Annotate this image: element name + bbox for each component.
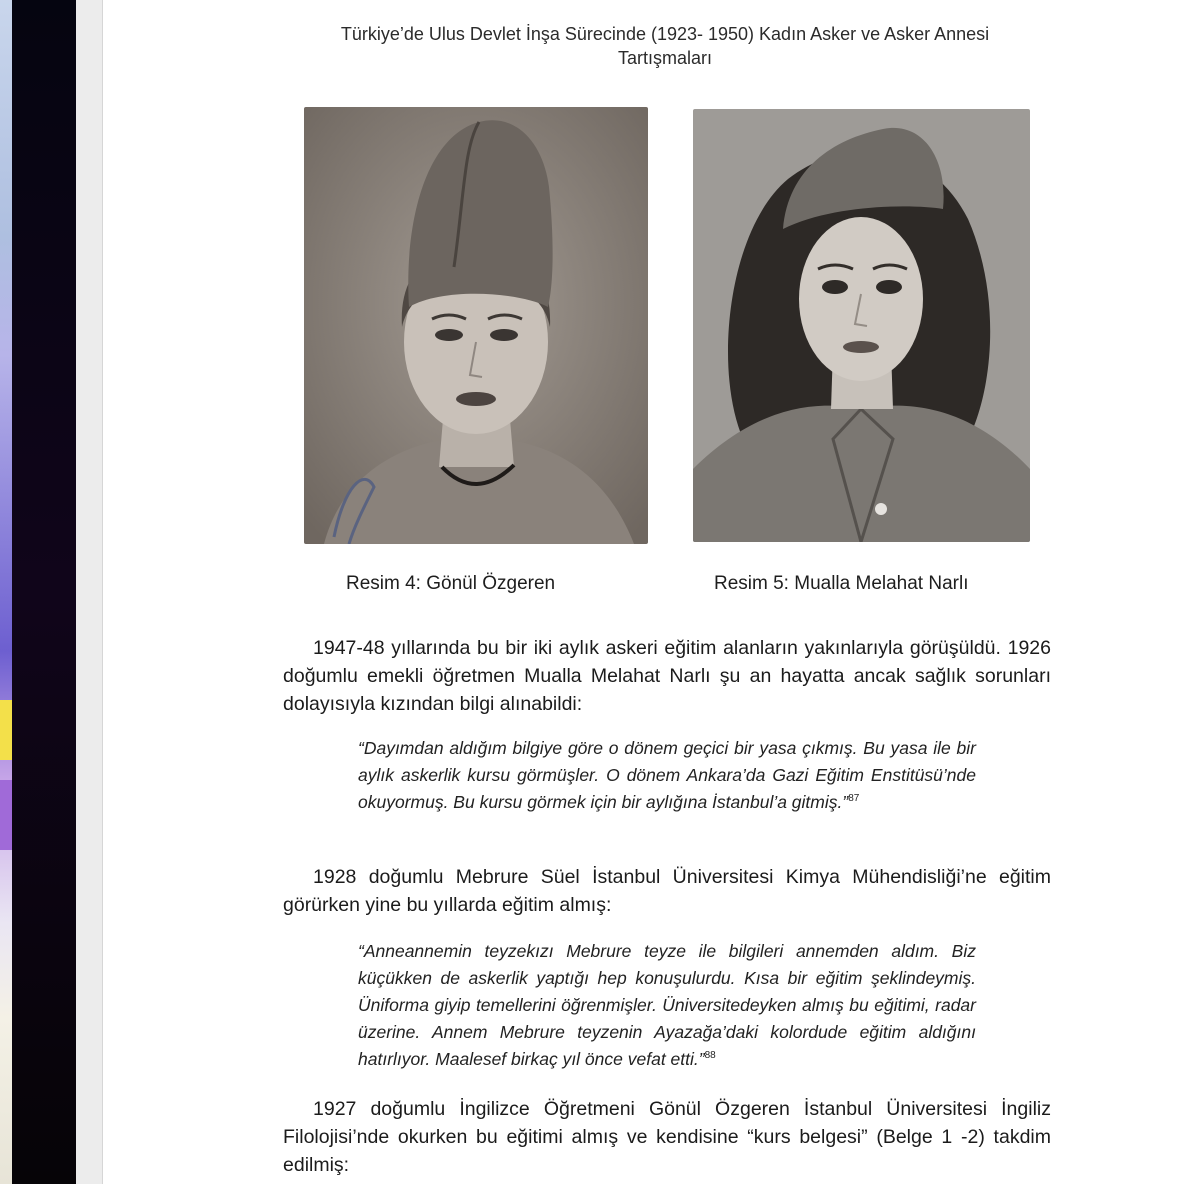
block-quote [358, 735, 976, 816]
paragraph-text: 1927 doğumlu İngilizce Öğretmeni Gönül Özgeren İstanbul Üniversitesi İngiliz Filolojisi’nde okurken bu eğitimi almış ve kendisine “kurs belgesi” (Belge 1 -2) takdim edilmiş: [283, 1098, 1051, 1176]
running-title: Türkiye’de Ulus Devlet İnşa Sürecinde (1923- 1950) Kadın Asker ve Asker Annesi Tartışmaları [340, 24, 990, 68]
portrait-photo-mualla-melahat-narli [693, 109, 1030, 542]
app-side-panel [12, 0, 76, 1184]
document-gutter [76, 0, 103, 1184]
figure-caption-4: Resim 4: Gönül Özgeren [346, 573, 556, 594]
desktop-wallpaper-fragment [0, 780, 12, 850]
desktop-wallpaper-fragment [0, 700, 12, 760]
figure-caption-5: Resim 5: Mualla Melahat Narlı [714, 573, 969, 594]
paragraph-text: 1947-48 yıllarında bu bir iki aylık askeri eğitim alanların yakınlarıyla görüşüldü. 1926 doğumlu emekli öğretmen Mualla Melahat Narlı şu an hayatta ancak sağlık sorunları dolayısıyla kızından bilgi alınabildi: [283, 637, 1051, 715]
portrait-photo-gonul-ozgeren [304, 107, 648, 544]
body-paragraph [283, 634, 1051, 718]
quote-text: “Anneannemin teyzekızı Mebrure teyze ile bilgileri annemden aldım. Biz küçükken de askerlik yaptığı hep konuşulurdu. Kısa bir eğitim şeklindeymiş. Üniforma giyip temellerini öğrenmişler. Üniversitedeyken almış bu eğitimi, radar üzerine. Annem Mebrure teyzenin Ayazağa’daki kolordude eğitim aldığını hatırlıyor. Maalesef birkaç yıl önce vefat etti.” [358, 941, 976, 1069]
block-quote [358, 938, 976, 1073]
desktop-background-strip [0, 0, 12, 1184]
quote-text: “Dayımdan aldığım bilgiye göre o dönem geçici bir yasa çıkmış. Bu yasa ile bir aylık askerlik kursu görmüşler. O dönem Ankara’da Gazi Eğitim Enstitüsü’nde okuyormuş. Bu kursu görmek için bir aylığına İstanbul’a gitmiş.” [358, 738, 976, 812]
paragraph-text: 1928 doğumlu Mebrure Süel İstanbul Üniversitesi Kimya Mühendisliği’ne eğitim görürken yine bu yıllarda eğitim almış: [283, 866, 1051, 916]
body-paragraph [283, 863, 1051, 919]
body-paragraph [283, 1095, 1051, 1179]
footnote-marker[interactable]: 87 [848, 793, 860, 805]
footnote-marker[interactable]: 88 [704, 1050, 716, 1062]
